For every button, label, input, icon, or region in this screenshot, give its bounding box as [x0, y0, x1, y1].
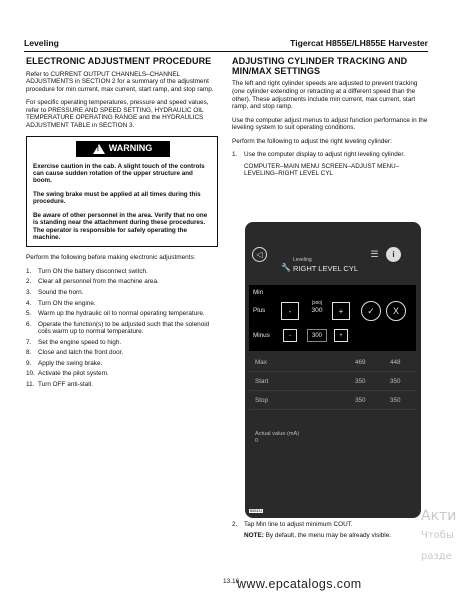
plus-label: Plus — [253, 307, 266, 314]
activation-watermark-line-2: Чтобы — [421, 530, 454, 541]
menu-icon[interactable]: ☰ — [370, 249, 379, 259]
list-item: 2. Clear all personnel from the machine area. — [26, 278, 159, 286]
actual-value-label: Actual value (mA) — [255, 431, 300, 437]
warning-text-personnel: Be aware of other personnel in the area. Verify that no one is standing near the attachment during these procedures. The operator is responsible for safely operating the machine. — [33, 211, 208, 241]
settings-paragraph: For specific operating temperatures, pressure and speed values, refer to PRESSURE AND SPEED SETTING, HYDRAULIC OIL TEMPERATURE OPERATING RANGE and the HYDRAULICS ADJUSTMENT TABLE in SECTION 3. — [26, 99, 209, 129]
note-label: NOTE: — [244, 532, 264, 539]
note — [244, 532, 428, 540]
row-value-right: 350 — [390, 397, 401, 404]
cancel-x-icon[interactable]: X — [386, 301, 406, 321]
activation-watermark-line-1: Акти — [421, 508, 457, 524]
plus-increment-button[interactable]: + — [332, 302, 350, 320]
plus-value: 300 — [311, 307, 323, 314]
step-text: Tap Min line to adjust minimum COUT. — [244, 521, 353, 528]
prerequisite-steps — [26, 268, 222, 389]
intro-paragraph: Refer to CURRENT OUTPUT CHANNELS–CHANNEL ADJUSTMENTS in SECTION 2 for a summary of the adjustment procedure for min current, max current, start ramp, and stop ramp. — [26, 70, 214, 93]
cylinder-tracking-heading: ADJUSTING CYLINDER TRACKING AND MIN/MAX SETTINGS — [232, 56, 408, 76]
warning-triangle-icon: ! — [93, 144, 105, 154]
minus-label: Minus — [253, 332, 270, 339]
list-item: 4. Turn ON the engine. — [26, 299, 96, 307]
table-row-stop[interactable] — [249, 393, 416, 410]
row-value-right: 448 — [390, 359, 401, 366]
header-divider — [24, 51, 428, 52]
wrench-icon: 🔧 — [281, 263, 291, 272]
screen-title: RIGHT LEVEL CYL — [293, 264, 359, 273]
adjust-steps — [232, 151, 428, 159]
list-item: 2. Tap Min line to adjust minimum COUT. — [232, 521, 353, 528]
left-column — [26, 57, 222, 391]
warning-label: WARNING — [108, 143, 153, 154]
list-item: 9. Apply the swing brake. — [26, 359, 103, 367]
note-text: By default, the menu may be already visible. — [263, 532, 392, 539]
plus-decrement-button[interactable]: - — [281, 302, 299, 320]
list-item: 5. Warm up the hydraulic oil to normal operating temperature. — [26, 310, 205, 318]
confirm-check-icon[interactable]: ✓ — [361, 301, 381, 321]
row-label: Max — [255, 359, 267, 366]
manual-title: Tigercat H855E/LH855E Harvester — [290, 38, 428, 48]
actual-value: 0 — [255, 438, 259, 445]
display-screenshot — [245, 222, 421, 518]
plus-bracket-value: [300] — [311, 300, 323, 305]
list-item: 1. Use the computer display to adjust right leveling cylinder. — [232, 151, 405, 159]
list-item: 8. Close and latch the front door. — [26, 349, 124, 357]
screen-category: Leveling — [293, 257, 312, 263]
website-watermark[interactable]: www.epcatalogs.com — [237, 577, 362, 591]
row-value-left: 350 — [355, 397, 366, 404]
list-item: 1. Turn ON the battery disconnect switch. — [26, 267, 148, 275]
warning-text-caution: Exercise caution in the cab. A slight touch of the controls can cause sudden rotation of the upper structure and boom. — [33, 162, 205, 185]
list-item: 11. Turn OFF anti-stall. — [26, 380, 93, 388]
minus-decrement-button[interactable]: - — [283, 329, 297, 342]
list-item: 10. Activate the pilot system. — [26, 370, 109, 378]
activation-watermark-line-3: разде — [421, 551, 452, 562]
warning-header — [76, 141, 170, 157]
list-item: 3. Sound the horn. — [26, 288, 84, 296]
row-value-right: 350 — [390, 378, 401, 385]
table-row-start[interactable] — [249, 374, 416, 391]
back-icon[interactable]: ◁ — [252, 247, 267, 262]
row-label: Stop — [255, 397, 268, 404]
list-item: 7. Set the engine speed to high. — [26, 338, 122, 346]
electronic-adjustment-heading: ELECTRONIC ADJUSTMENT PROCEDURE — [26, 56, 212, 66]
min-edit-panel[interactable] — [249, 285, 416, 351]
actual-value-readout — [255, 431, 299, 446]
table-row-max[interactable] — [249, 355, 416, 372]
prerequisites-intro: Perform the following before making electronic adjustments: — [26, 254, 196, 262]
min-label: Min — [253, 289, 264, 296]
tracking-paragraph: The left and right cylinder speeds are adjusted to prevent tracking (one cylinder extending or retracting at a different speed than the other). These adjustments include min current, max current, start ramp, and stop ramp. — [232, 80, 418, 111]
right-column — [232, 57, 428, 182]
after-figure-text — [232, 521, 428, 540]
figure-id: B65431 — [250, 509, 263, 513]
minus-increment-button[interactable]: + — [334, 329, 348, 342]
row-label: Start — [255, 378, 269, 385]
page-header — [24, 38, 428, 52]
row-value-left: 350 — [355, 378, 366, 385]
page-number: 13.16 — [223, 578, 240, 585]
adjust-menus-paragraph: Use the computer adjust menus to adjust function performance in the leveling system to suit operating conditions. — [232, 116, 428, 132]
row-value-left: 469 — [355, 359, 366, 366]
warning-text-swing-brake: The swing brake must be applied at all times during this procedure. — [33, 190, 201, 206]
right-cylinder-intro: Perform the following to adjust the right leveling cylinder: — [232, 137, 392, 145]
list-item: 6. Operate the function(s) to be adjusted such that the solenoid coils warm up to normal temperature. — [26, 320, 210, 336]
minus-value: 300 — [307, 329, 327, 342]
info-icon[interactable]: i — [386, 247, 401, 262]
menu-path: COMPUTER–MAIN MENU SCREEN–ADJUST MENU–LEVELING–RIGHT LEVEL CYL — [244, 162, 400, 178]
section-title: Leveling — [24, 38, 59, 48]
warning-box — [26, 136, 218, 248]
